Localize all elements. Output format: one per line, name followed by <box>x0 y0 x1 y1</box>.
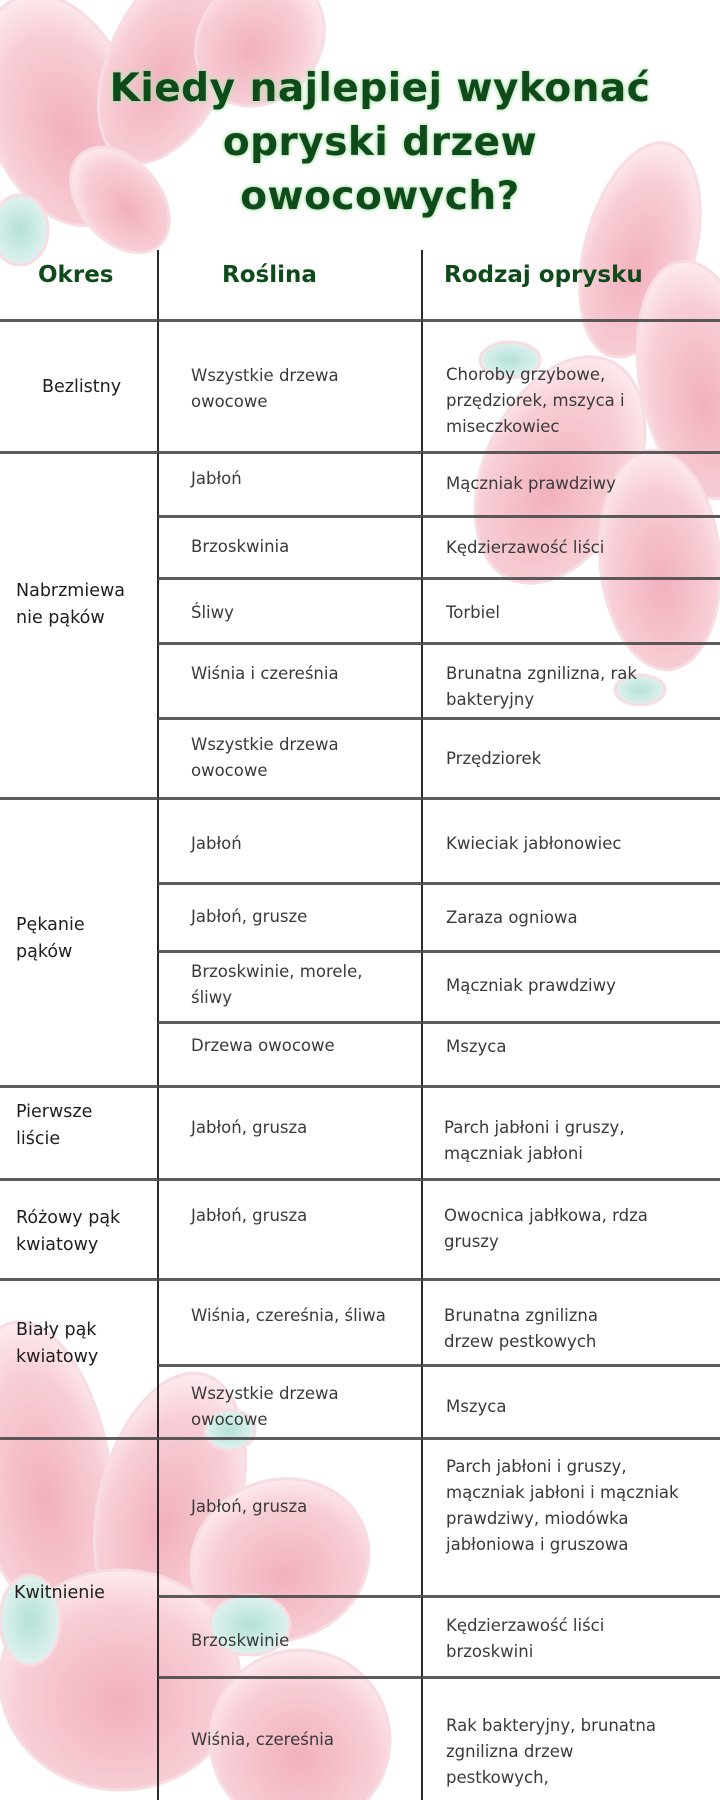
period-cell: Biały pąk kwiatowy <box>16 1320 99 1367</box>
column-divider-2 <box>421 250 423 1800</box>
sub-row-divider <box>158 1364 720 1367</box>
spray-cell: Rak bakteryjny, brunatna zgnilizna drzew pestkowych, <box>446 1716 656 1787</box>
spray-cell: Zaraza ogniowa <box>446 908 578 927</box>
header-divider <box>0 319 720 322</box>
plant-cell: Wiśnia i czereśnia <box>191 664 339 683</box>
column-header-period: Okres <box>38 262 114 288</box>
period-cell: Bezlistny <box>42 377 122 397</box>
plant-cell: Jabłoń, grusza <box>191 1118 308 1137</box>
sub-row-divider <box>158 642 720 645</box>
spray-cell: Mszyca <box>446 1037 507 1056</box>
plant-cell: Wiśnia, czereśnia, śliwa <box>191 1306 386 1325</box>
column-header-plant: Roślina <box>222 262 317 288</box>
plant-cell: Śliwy <box>191 603 234 622</box>
spray-cell: Kędzierzawość liści <box>446 538 605 557</box>
period-cell: Nabrzmiewa nie pąków <box>16 581 126 628</box>
spray-cell: Mszyca <box>446 1397 507 1416</box>
plant-cell: Jabłoń, grusze <box>191 907 308 926</box>
plant-cell: Drzewa owocowe <box>191 1036 335 1055</box>
sub-row-divider <box>158 1595 720 1598</box>
plant-cell: Wiśnia, czereśnia <box>191 1730 334 1749</box>
title-line-3: owocowych? <box>240 174 520 219</box>
plant-cell: Wszystkie drzewa owocowe <box>191 735 339 780</box>
plant-cell: Jabłoń, grusza <box>191 1206 308 1225</box>
spray-cell: Torbiel <box>446 603 500 622</box>
spray-cell: Parch jabłoni i gruszy, mączniak jabłoni <box>444 1118 625 1163</box>
period-cell: Kwitnienie <box>14 1583 105 1603</box>
spray-cell: Parch jabłoni i gruszy, mączniak jabłoni i mączniak prawdziwy, miodówka jabłoniowa i gruszowa <box>446 1457 679 1554</box>
plant-cell: Jabłoń <box>191 469 242 488</box>
row-divider <box>0 451 720 454</box>
period-cell: Różowy pąk kwiatowy <box>16 1208 121 1255</box>
title-line-1: Kiedy najlepiej wykonać <box>109 66 651 111</box>
row-divider <box>0 1437 720 1440</box>
plant-cell: Brzoskwinie <box>191 1631 290 1650</box>
spray-cell: Brunatna zgnilizna, rak bakteryjny <box>446 664 637 709</box>
row-divider <box>0 1085 720 1088</box>
sub-row-divider <box>158 882 720 885</box>
sub-row-divider <box>158 577 720 580</box>
sub-row-divider <box>158 1021 720 1024</box>
spray-cell: Brunatna zgnilizna drzew pestkowych <box>444 1306 598 1351</box>
plant-cell: Wszystkie drzewa owocowe <box>191 1384 339 1429</box>
spray-cell: Przędziorek <box>446 749 542 768</box>
row-divider <box>0 1278 720 1281</box>
column-divider-1 <box>157 250 159 1800</box>
spray-cell: Owocnica jabłkowa, rdza gruszy <box>444 1206 648 1251</box>
spray-cell: Kędzierzawość liści brzoskwini <box>446 1616 605 1661</box>
spray-cell: Choroby grzybowe, przędziorek, mszyca i miseczkowiec <box>446 365 625 436</box>
page-title <box>40 62 720 224</box>
column-header-spray-type: Rodzaj oprysku <box>444 262 643 288</box>
plant-cell: Wszystkie drzewa owocowe <box>191 366 339 411</box>
sub-row-divider <box>158 515 720 518</box>
sub-row-divider <box>158 717 720 720</box>
row-divider <box>0 1178 720 1181</box>
plant-cell: Brzoskwinia <box>191 537 290 556</box>
spray-cell: Mączniak prawdziwy <box>446 976 616 995</box>
spray-cell: Kwieciak jabłonowiec <box>446 834 622 853</box>
title-line-2: opryski drzew <box>222 120 538 165</box>
plant-cell: Brzoskwinie, morele, śliwy <box>191 962 363 1007</box>
period-cell: Pękanie pąków <box>16 915 85 962</box>
period-cell: Pierwsze liście <box>16 1102 93 1149</box>
sub-row-divider <box>158 950 720 953</box>
plant-cell: Jabłoń <box>191 834 242 853</box>
plant-cell: Jabłoń, grusza <box>191 1497 308 1516</box>
sub-row-divider <box>158 1676 720 1679</box>
spray-cell: Mączniak prawdziwy <box>446 474 616 493</box>
row-divider <box>0 797 720 800</box>
